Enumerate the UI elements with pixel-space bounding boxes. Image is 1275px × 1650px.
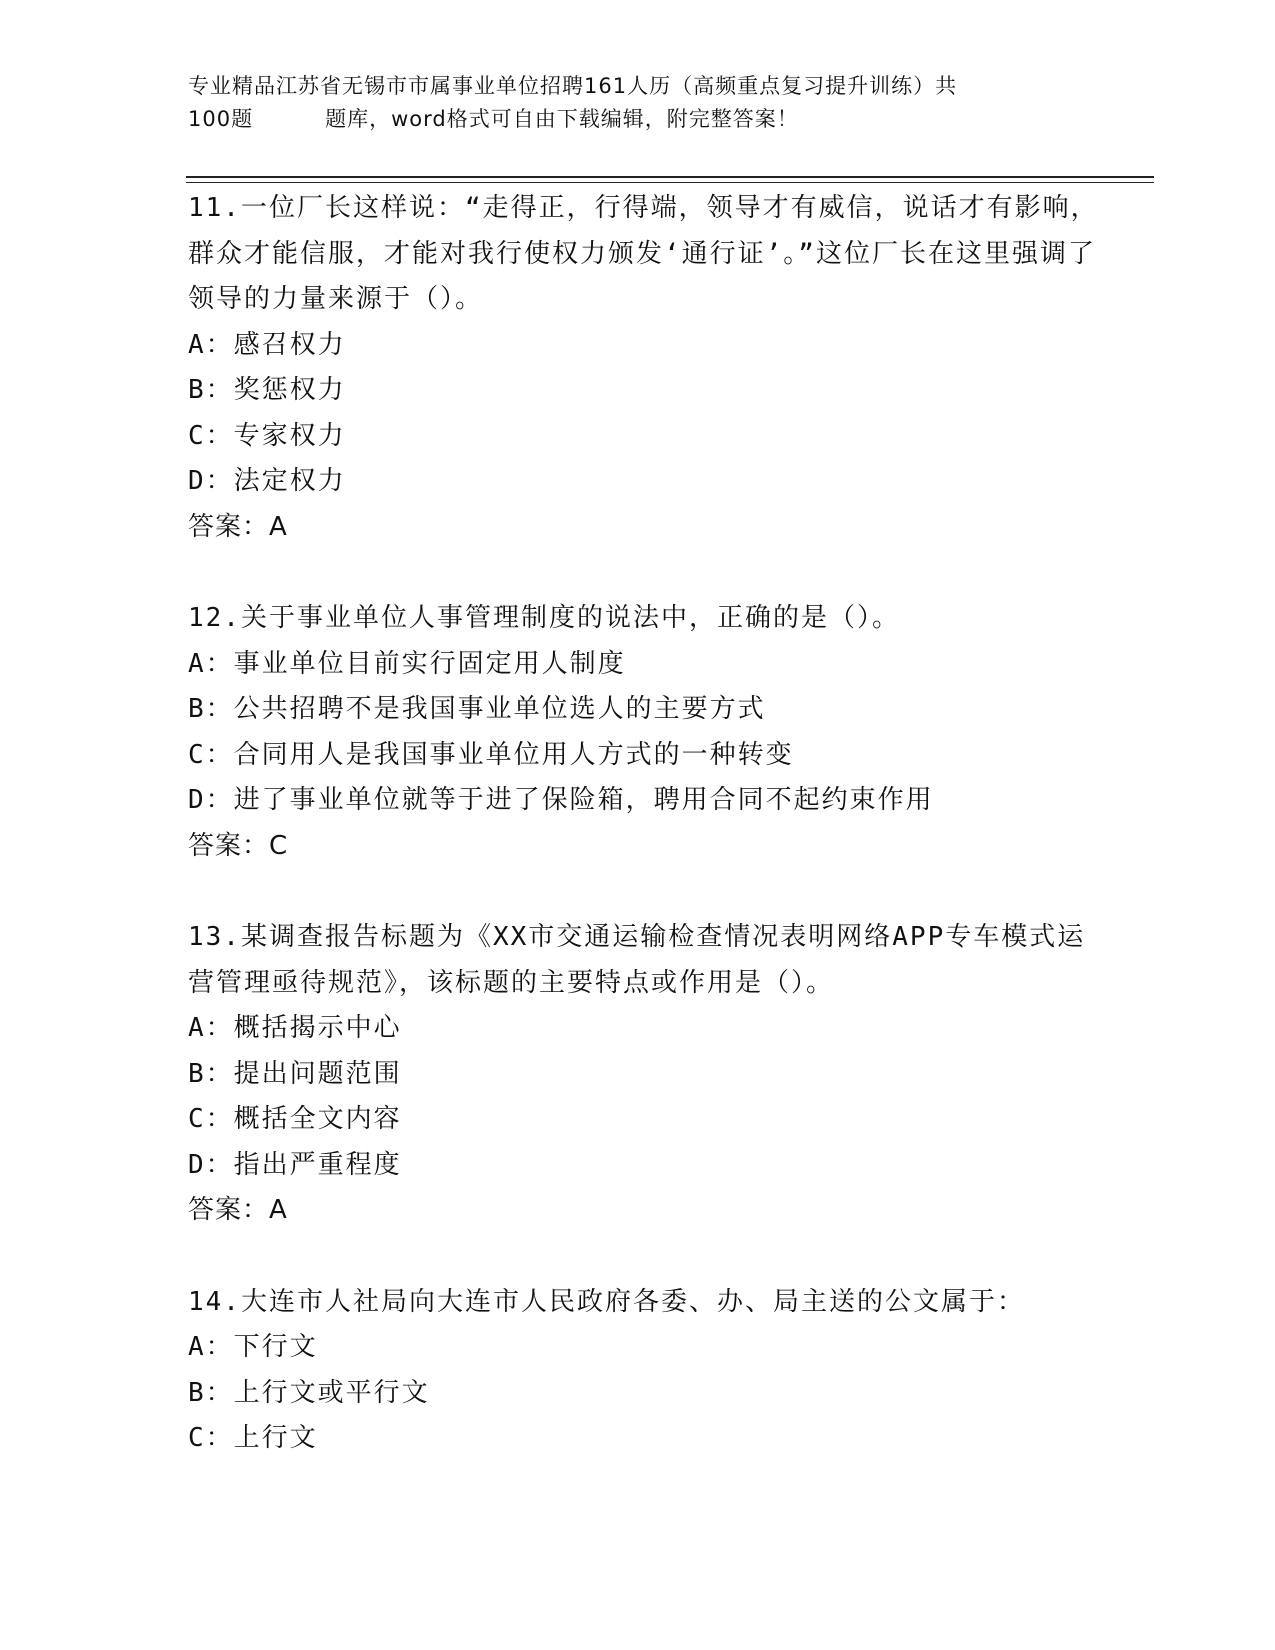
option-a: A：感召权力	[188, 329, 346, 360]
question-12	[188, 596, 1108, 869]
option-c: C：上行文	[188, 1423, 318, 1453]
question-text: 11.一位厂长这样说：“走得正，行得端，领导才有威信，说话才有影响，群众才能信服，才能对我行使权力颁发‘通行证’。”这位厂长在这里强调了领导的力量来源于（）。	[188, 193, 1099, 314]
header-title-line2	[188, 103, 1088, 136]
question-13	[188, 915, 1108, 1234]
question-text: 12.关于事业单位人事管理制度的说法中，正确的是（）。	[188, 603, 900, 633]
option-d: D：进了事业单位就等于进了保险箱，聘用合同不起约束作用	[188, 785, 934, 815]
answer-label: 答案：C	[188, 830, 289, 861]
option-a: A：概括揭示中心	[188, 1013, 402, 1043]
option-b: B：公共招聘不是我国事业单位选人的主要方式	[188, 694, 766, 724]
option-b: B：上行文或平行文	[188, 1377, 430, 1408]
option-a: A：下行文	[188, 1332, 318, 1362]
question-text: 13.某调查报告标题为《XX市交通运输检查情况表明网络APP专车模式运营管理亟待规范》，该标题的主要特点或作用是（）。	[188, 922, 1086, 998]
option-b: B：奖惩权力	[188, 375, 346, 405]
option-d: D：法定权力	[188, 466, 346, 496]
question-text: 14.大连市人社局向大连市人民政府各委、办、局主送的公文属于：	[188, 1286, 1025, 1317]
question-11	[188, 186, 1108, 550]
header-description: 题库，word格式可自由下载编辑，附完整答案！	[325, 107, 799, 131]
header-title-line1: 专业精品江苏省无锡市市属事业单位招聘161人历（高频重点复习提升训练）共	[188, 74, 958, 98]
option-a: A：事业单位目前实行固定用人制度	[188, 648, 626, 679]
question-14	[188, 1280, 1108, 1462]
answer-label: 答案：A	[188, 511, 288, 542]
option-c: C：合同用人是我国事业单位用人方式的一种转变	[188, 739, 794, 770]
option-c: C：概括全文内容	[188, 1104, 402, 1134]
option-d: D：指出严重程度	[188, 1149, 402, 1180]
question-list	[188, 186, 1108, 1508]
header-divider-thin	[186, 182, 1154, 183]
option-b: B：提出问题范围	[188, 1058, 402, 1089]
option-c: C：专家权力	[188, 420, 346, 451]
header-divider-thick	[186, 176, 1154, 178]
document-header	[188, 70, 1088, 136]
answer-label: 答案：A	[188, 1195, 288, 1225]
header-question-count: 100题	[188, 107, 254, 131]
